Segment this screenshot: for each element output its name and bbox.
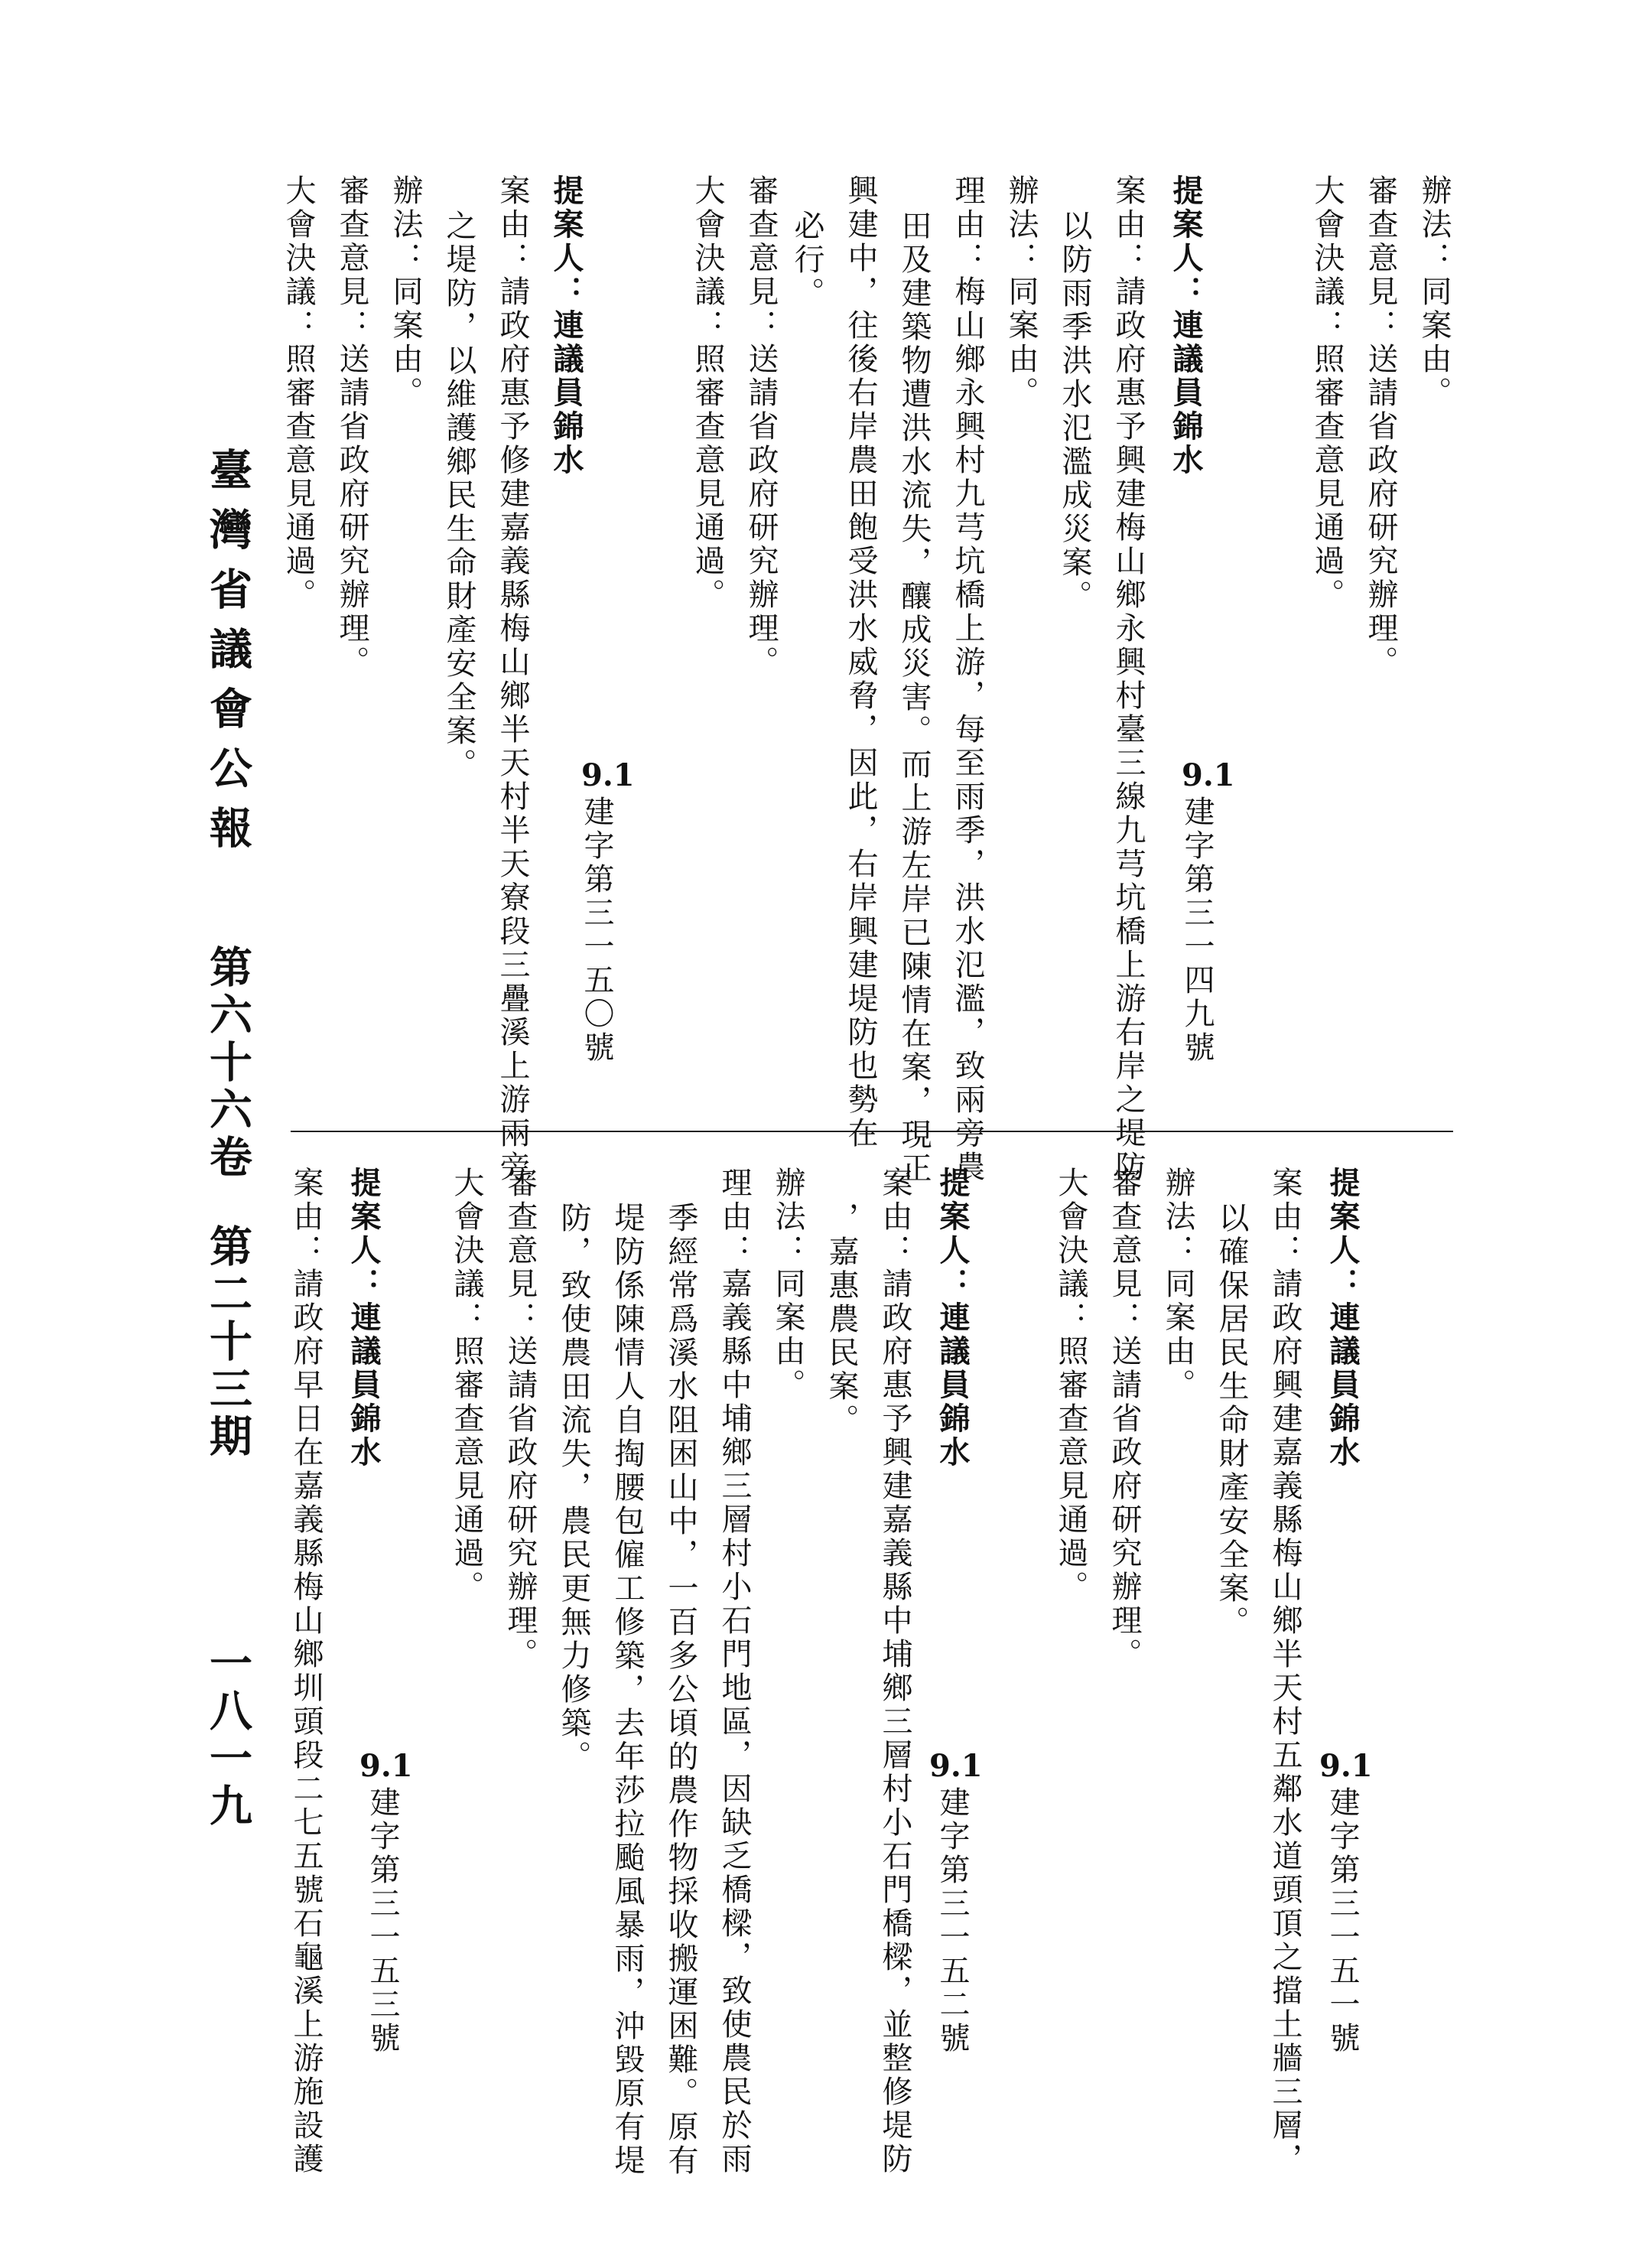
top-text-line: 審查意見：送請省政府研究辦理。: [334, 174, 369, 679]
top-text-line: 辦法：同案由。: [388, 174, 423, 410]
bottom-text-line: 辦法：同案由。: [1160, 1167, 1195, 1402]
issue-label: 第二十三期: [203, 1224, 253, 1461]
bottom-text-line: 理由：嘉義縣中埔鄉三層村小石門地區，因缺乏橋樑，致使農民於雨: [717, 1167, 752, 2176]
bottom-text-line: 大會決議：照審查意見通過。: [1053, 1167, 1088, 1604]
ref-code: 建字第三一五一號: [1325, 1786, 1360, 2056]
bottom-text-line: 堤防係陳情人自掏腰包僱工修築，去年莎拉颱風暴雨，沖毀原有堤: [610, 1202, 645, 2178]
ref-category: 9.1: [929, 1748, 983, 1784]
gazette-title: 臺灣省議會公報: [203, 448, 253, 865]
bottom-text-line: 審查意見：送請省政府研究辦理。: [1107, 1167, 1142, 1671]
ref-category: 9.1: [1182, 757, 1235, 793]
top-text-line: 案由：請政府惠予修建嘉義縣梅山鄉半天村半天寮段三疊溪上游兩旁: [495, 174, 530, 1184]
bottom-text-line: 提案人：連議員錦水: [935, 1167, 971, 1470]
top-text-line: 辦法：同案由。: [1416, 174, 1452, 410]
top-text-line: 興建中，往後右岸農田飽受洪水威脅，因此，右岸興建堤防也勢在: [843, 174, 878, 1151]
bottom-text-line: ，嘉惠農民案。: [824, 1202, 859, 1437]
ref-code: 建字第三一四九號: [1179, 796, 1215, 1065]
volume-label: 第六十六卷: [203, 945, 253, 1182]
ref-code: 建字第三一五三號: [365, 1786, 400, 2056]
top-text-line: 以防雨季洪水氾濫成災案。: [1057, 210, 1092, 614]
top-text-line: 必行。: [789, 210, 824, 311]
top-text-line: 辦法：同案由。: [1003, 174, 1039, 410]
top-text-line: 提案人：連議員錦水: [1168, 174, 1204, 477]
top-text-line: 審查意見：送請省政府研究辦理。: [743, 174, 779, 679]
page-number: 一八一九: [203, 1641, 253, 1831]
bottom-text-line: 案由：請政府早日在嘉義縣梅山鄉圳頭段二七五號石龜溪上游施設護: [288, 1167, 324, 2176]
ref-code: 建字第三一五〇號: [579, 796, 614, 1065]
top-text-line: 案由：請政府惠予興建梅山鄉永興村臺三線九芎坑橋上游右岸之堤防: [1111, 174, 1146, 1184]
ref-category: 9.1: [581, 757, 635, 793]
top-text-line: 理由：梅山鄉永興村九芎坑橋上游，每至雨季，洪水氾濫，致兩旁農: [950, 174, 985, 1184]
top-text-line: 大會決議：照審查意見通過。: [690, 174, 725, 612]
bottom-text-line: 案由：請政府惠予興建嘉義縣中埔鄉三層村小石門橋樑，並整修堤防: [877, 1167, 912, 2176]
top-text-line: 審查意見：送請省政府研究辦理。: [1363, 174, 1398, 679]
bottom-text-line: 提案人：連議員錦水: [1325, 1167, 1361, 1470]
bottom-text-line: 審查意見：送請省政府研究辦理。: [502, 1167, 538, 1671]
bottom-text-line: 案由：請政府興建嘉義縣梅山鄉半天村五鄰水道頭頂之擋土牆三層，: [1267, 1167, 1302, 2176]
top-text-line: 大會決議：照審查意見通過。: [281, 174, 316, 612]
bottom-text-line: 防，致使農田流失，農民更無力修築。: [556, 1202, 591, 1774]
bottom-text-line: 季經常爲溪水阻困山中，一百多公頃的農作物採收搬運困難。原有: [663, 1202, 698, 2178]
ref-code: 建字第三一五二號: [935, 1786, 970, 2056]
bottom-text-line: 提案人：連議員錦水: [346, 1167, 382, 1470]
top-text-line: 提案人：連議員錦水: [548, 174, 584, 477]
top-text-line: 之堤防，以維護鄉民生命財產安全案。: [441, 210, 476, 782]
top-text-line: 田及建築物遭洪水流失，釀成災害。而上游左岸已陳情在案，現正: [896, 210, 932, 1186]
ref-category: 9.1: [359, 1748, 413, 1784]
bottom-text-line: 大會決議：照審查意見通過。: [449, 1167, 484, 1604]
bottom-text-line: 辦法：同案由。: [770, 1167, 805, 1402]
top-text-line: 大會決議：照審查意見通過。: [1309, 174, 1345, 612]
bottom-text-line: 以確保居民生命財產安全案。: [1214, 1202, 1249, 1639]
ref-category: 9.1: [1319, 1748, 1373, 1784]
